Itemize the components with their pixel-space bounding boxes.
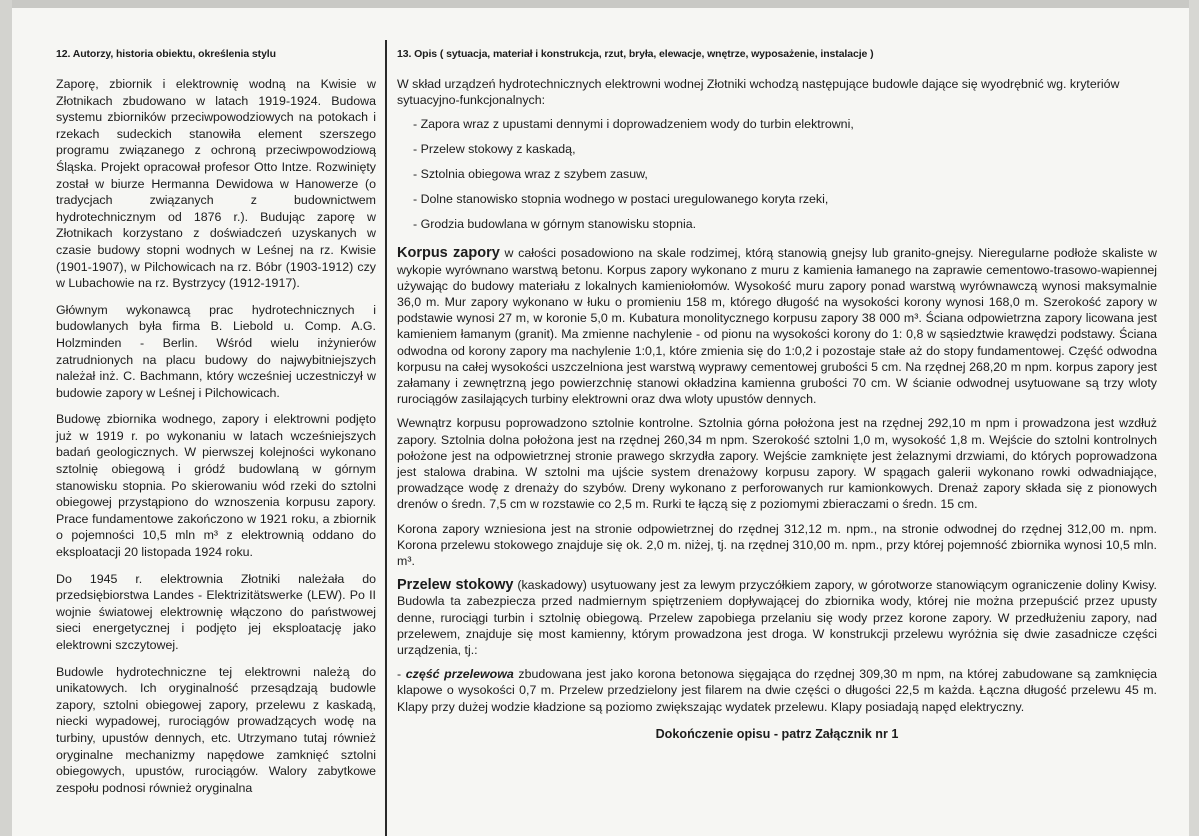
scan-edge-right xyxy=(1189,0,1199,836)
scan-edge-left xyxy=(0,0,12,836)
przelew-text: (kaskadowy) usytuowany jest za lewym przyczółkiem zapory, w górotworze stanowiącym ograniczenie doliny Kwisy. Budowla ta zabezpiecza przed nadmiernym spiętrzeniem dopływającej do zbiornika wody, której nie można przepuścić przez upusty denne, rurociągi turbin i sztolnię obiegową. Przelew zapobiega przelaniu się wody przez korone zapory. W przedłużeniu zapory, nad przelewem, znajduje się most kamienny, którym prowadzona jest droga. W konstrukcji przelewu wyróżnia się dwie zasadnicze części urządzenia, tj.: xyxy=(397,578,1157,658)
list-item: - Sztolnia obiegowa wraz z szybem zasuw, xyxy=(413,167,648,182)
list-item: - Przelew stokowy z kaskadą, xyxy=(413,142,576,157)
czesc-lead: część przelewowa xyxy=(405,667,514,682)
korpus-paragraph xyxy=(397,245,1157,407)
czesc-prefix: - xyxy=(397,667,406,682)
column-divider xyxy=(385,40,387,836)
continuation-note: Dokończenie opisu - patrz Załącznik nr 1 xyxy=(655,726,899,741)
history-paragraph: Budowę zbiornika wodnego, zapory i elektrowni podjęto już w 1919 r. po wykonaniu w latach wcześniejszych badań geologicznych. W pierwszej kolejności wykonano sztolnię obiegową i gródź budowlaną w górnym stanowisku stopnia. Po skierowaniu wód rzeki do sztolni obiegowej przystąpiono do wznoszenia korpusu zapory. Prace fundamentowe zakończono w 1921 roku, a zbiornik o pojemności 10,5 mln m³ z elektrownią oddano do eksploatacji 20 listopada 1924 roku. xyxy=(56,412,376,560)
korona-paragraph: Korona zapory wzniesiona jest na stronie odpowietrznej do rzędnej 312,12 m. npm., na stronie odwodnej do rzędnej 312,00 m. npm. Korona przelewu stokowego znajduje się ok. 2,0 m. niżej, tj. na rzędnej 310,00 m. npm., przy której pojemność zbiornika wynosi 10,5 mln. m³. xyxy=(397,521,1157,569)
intro-paragraph: W skład urządzeń hydrotechnicznych elektrowni wodnej Złotniki wchodzą następujące budowle dające się wyodrębnić wg. kryteriów sytuacyjno-funkcjonalnych: xyxy=(397,77,1120,108)
przelew-lead: Przelew stokowy xyxy=(397,577,514,594)
korpus-text: w całości posadowiono na skale rodzimej, którą stanowią gnejsy lub granito-gnejsy. Nieregularne podłoże skaliste w wykopie wyrównano warstwą betonu. Korpus zapory wykonano z muru z kamienia łamanego na zaprawie cementowo-trasowo-wapiennej używając do budowy materiału z lokalnych kamieniołomów. Wysokość muru zapory ponad warstwą wyrównawczą wynosi maksymalnie 36,0 m. Mur zapory wykonano w łuku o promieniu 158 m, którego długość na wysokości korony wynosi 168,0 m. Szerokość zapory w podstawie wynosi 27 m, w koronie 5,0 m. Kubatura monolitycznego korpusu zapory 38 000 m³. Ściana odpowietrzna zapory licowana jest kamieniem łamanym (granit). Ma zmienne nachylenie - od pionu na wysokości korony do 1: 0,8 w sąsiedztwie krawędzi podstawy. Ściana odwodna od korony zapory ma nachylenie 1:0,1, które zmienia się do 1:0,2 i pozostaje stałe aż do stopy fundamentowej. Część odwodna korpusu na całej wysokości uszczelniona jest warstwą wyprawy cementowej grubości 5 cm. Na rzędnej 268,20 m npm. korpus zapory jest załamany i zewnętrzną jego powierzchnię stanowi okładzina kamienna grubości 70 cm. W ścianie odwodnej usytuowane są trzy wloty rurociągów zasilających turbiny elektrowni oraz dwa wloty upustów dennych. xyxy=(397,246,1157,407)
history-paragraph: Budowle hydrotechniczne tej elektrowni należą do unikatowych. Ich oryginalność przesądzają budowle zapory, sztolni obiegowej zapory, przelewu z kaskadą, niecki wypadowej, rurociągów prowadzących wodę na turbiny, upustów dennych, etc. Utrzymano tutaj również oryginalne mechanizmy napędowe zamknięć sztolni obiegowych, upustów, rurociągów. Walory zabytkowe zespołu podnosi również oryginalna xyxy=(56,664,376,795)
scan-edge-top xyxy=(0,0,1199,8)
list-item: - Zapora wraz z upustami dennymi i doprowadzeniem wody do turbin elektrowni, xyxy=(413,117,854,132)
history-paragraph: Zaporę, zbiornik i elektrownię wodną na Kwisie w Złotnikach zbudowano w latach 1919-1924. Budowa systemu zbiorników przeciwpowodziowych na potokach i rzekach sudeckich stanowiła element szerszego programu związanego z ochroną przeciwpowodziową Śląska. Projekt opracował profesor Otto Intze. Rozwinięty został w biurze Hermanna Dewidowa w Hanowerze (o tradycjach związanych z budownictwem hydrotechnicznym od 1876 r.). Budując zaporę w Złotnikach korzystano z doświadczeń uzyskanych w czasie budowy stopni wodnych w Leśnej na rz. Kwisie (1901-1907), w Pilchowicach na rz. Bóbr (1903-1912) czy w Lubachowie na rz. Bystrzycy (1912-1917). xyxy=(56,77,376,291)
history-column xyxy=(56,48,376,806)
section-12-heading: 12. Autorzy, historia obiektu, określenia stylu xyxy=(56,48,276,60)
history-paragraph: Do 1945 r. elektrownia Złotniki należała do przedsiębiorstwa Landes - Elektrizitätswerke (LEW). Po II wojnie światowej elektrownię włączono do państwowej sieci energetycznej i podjęto jej eksploatację jako elektrowni szczytowej. xyxy=(56,571,376,652)
list-item: - Grodzia budowlana w górnym stanowisku stopnia. xyxy=(413,217,697,232)
description-column xyxy=(397,48,1157,741)
section-13-heading: 13. Opis ( sytuacja, materiał i konstrukcja, rzut, bryła, elewacje, wnętrze, wyposażenie, instalacje ) xyxy=(397,48,874,60)
structures-list xyxy=(397,116,1157,233)
przelew-paragraph xyxy=(397,577,1157,658)
czesc-text: zbudowana jest jako korona betonowa sięgająca do rzędnej 309,30 m npm, na której zabudowane są zamknięcia klapowe o wysokości 0,7 m. Przelew przedzielony jest filarem na dwie części o długości 22,5 m każda. Łączna długość przelewu 45 m. Klapy przy dużej wodzie kładzione są poziomo zwiększając wydatek przelewu. Klapy posiadają napęd elektryczny. xyxy=(397,667,1157,714)
czesc-paragraph xyxy=(397,666,1157,715)
history-paragraph: Głównym wykonawcą prac hydrotechnicznych i budowlanych była firma B. Liebold u. Comp. A.G. Holzminden - Berlin. Wśród wielu inżynierów zatrudnionych na placu budowy do najwybitniejszych należał inż. C. Bachmann, który wcześniej uczestniczył w budowie zapory w Leśnej i Pilchowicach. xyxy=(56,302,376,400)
korpus-lead: Korpus zapory xyxy=(397,245,500,262)
list-item: - Dolne stanowisko stopnia wodnego w postaci uregulowanego koryta rzeki, xyxy=(413,192,829,207)
sztolnie-paragraph: Wewnątrz korpusu poprowadzono sztolnie kontrolne. Sztolnia górna położona jest na rzędnej 292,10 m npm i prowadzona jest wzdłuż zapory. Sztolnia dolna położona jest na rzędnej 260,34 m npm. Szerokość sztolni 1,0 m, wysokość 1,8 m. Wejście do sztolni kontrolnych położone jest na odpowietrznej stronie prawego skrzydła zapory. Wejście zamknięte jest żelaznymi drzwiami, do których poprowadzona jest stalowa drabina. W sztolni ma ujście system drenażowy korpusu zapory. W spągach galerii wykonano rowki odwadniające, prowadzące wodę z drenaży do szybów. Dreny wykonano z perforowanych rur kamionkowych. Drenaż zapory składa się z pionowych drenów o średn. 7,5 cm w rozstawie co 2,5 m. Rurki te łączą się z poziomymi zbieraczami o średn. 15 cm. xyxy=(397,416,1157,512)
